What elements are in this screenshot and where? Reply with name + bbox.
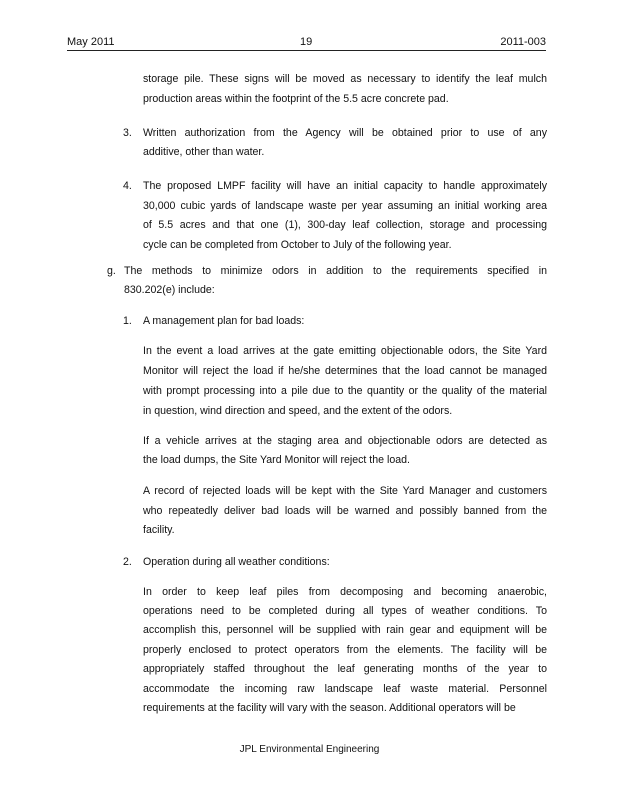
paragraph-line: Monitor will reject the load if he/she determines that the load cannot be managed	[143, 365, 547, 377]
paragraph-line: additive, other than water.	[143, 146, 265, 158]
paragraph-line: If a vehicle arrives at the staging area and objectionable odors are detected as	[143, 435, 547, 447]
header-date: May 2011	[67, 36, 115, 48]
paragraph-line: in question, wind direction and speed, and the extent of the odors.	[143, 405, 453, 417]
paragraph-line: of 5.5 acres and that one (1), 300-day leaf collection, storage and processing	[143, 219, 547, 231]
paragraph-line: accomplish this, personnel will be supplied with rain gear and equipment will be	[143, 624, 547, 636]
paragraph-line: operations need to be completed during all types of weather conditions. To	[143, 605, 547, 617]
document-number: 2011-003	[500, 36, 546, 48]
paragraph-line: The proposed LMPF facility will have an initial capacity to handle approximately	[143, 180, 547, 192]
paragraph-line: with prompt processing into a pile due to the quantity or the quality of the material	[143, 385, 547, 397]
paragraph-line: the load dumps, the Site Yard Monitor will reject the load.	[143, 454, 410, 466]
paragraph-line: A management plan for bad loads:	[143, 315, 305, 327]
paragraph-line: The methods to minimize odors in addition to the requirements specified in	[124, 265, 547, 277]
list-marker: 1.	[123, 315, 132, 327]
list-marker: g.	[107, 265, 116, 277]
page-footer: JPL Environmental Engineering	[239, 744, 380, 755]
page-header	[67, 36, 546, 51]
paragraph-line: A record of rejected loads will be kept with the Site Yard Manager and customers	[143, 485, 547, 497]
list-marker: 3.	[123, 127, 132, 139]
paragraph-line: storage pile. These signs will be moved as necessary to identify the leaf mulch	[143, 73, 547, 85]
list-marker: 2.	[123, 556, 132, 568]
paragraph-line: cycle can be completed from October to July of the following year.	[143, 239, 452, 251]
paragraph-line: In the event a load arrives at the gate emitting objectionable odors, the Site Yard	[143, 345, 547, 357]
paragraph-line: 830.202(e) include:	[124, 284, 215, 296]
paragraph-line: Written authorization from the Agency will be obtained prior to use of any	[143, 127, 547, 139]
paragraph-line: properly enclosed to protect operators from the elements. The facility will be	[143, 644, 547, 656]
paragraph-line: 30,000 cubic yards of landscape waste per year assuming an initial working area	[143, 200, 547, 212]
paragraph-line: Operation during all weather conditions:	[143, 556, 330, 568]
paragraph-line: accommodate the incoming raw landscape leaf waste material. Personnel	[143, 683, 547, 695]
paragraph-line: requirements at the facility will vary with the season. Additional operators will be	[143, 702, 516, 714]
paragraph-line: In order to keep leaf piles from decomposing and becoming anaerobic,	[143, 586, 547, 598]
list-marker: 4.	[123, 180, 132, 192]
paragraph-line: who repeatedly deliver bad loads will be warned and possibly banned from the	[143, 505, 547, 517]
paragraph-line: appropriately staffed throughout the leaf generating months of the year to	[143, 663, 547, 675]
page-number: 19	[300, 36, 313, 48]
paragraph-line: facility.	[143, 524, 175, 536]
paragraph-line: production areas within the footprint of the 5.5 acre concrete pad.	[143, 93, 449, 105]
